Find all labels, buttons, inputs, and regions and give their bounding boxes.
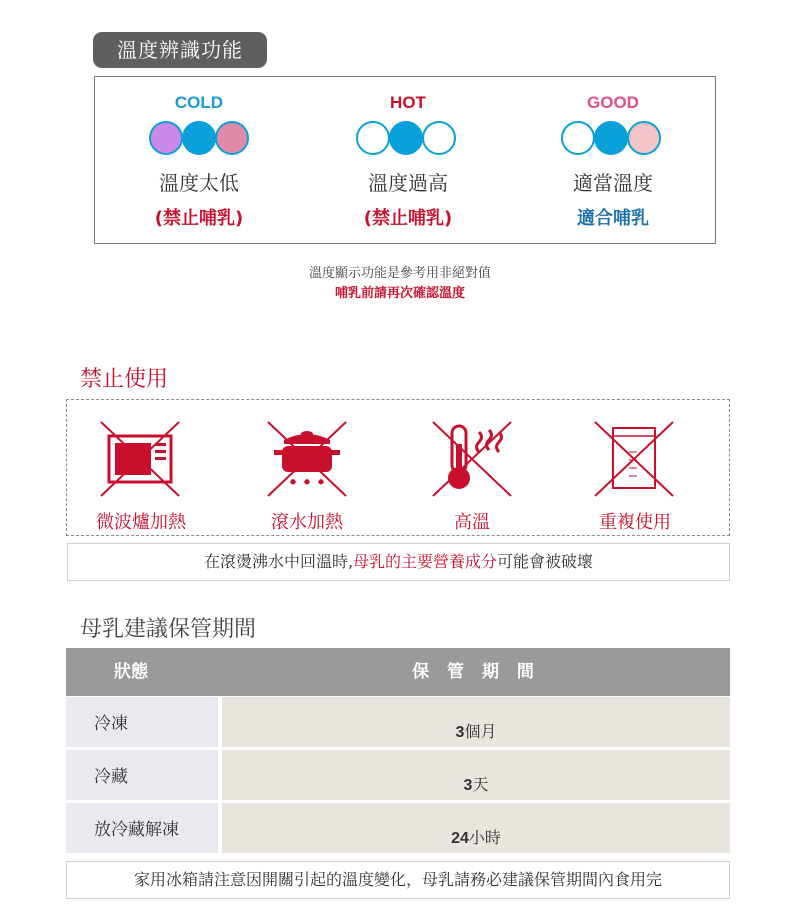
milk-bag-icon — [589, 418, 679, 502]
good-dot-right — [627, 121, 661, 155]
prohibited-label-microwave: 微波爐加熱 — [96, 512, 186, 533]
cold-dot-left — [149, 121, 183, 155]
cold-label: COLD — [174, 93, 224, 112]
hot-description: 溫度過高 — [368, 171, 448, 195]
good-dot-center — [594, 121, 628, 155]
hot-dot-center — [389, 121, 423, 155]
thermometer-icon — [427, 418, 517, 502]
row-period-thawed: 24小時 — [451, 828, 501, 847]
cold-dot-right — [215, 121, 249, 155]
prohibited-label-high-temp: 高溫 — [454, 512, 490, 533]
temperature-function-title: 溫度辨識功能 — [93, 32, 267, 68]
row-period-fridge: 3天 — [463, 775, 489, 794]
temp-column-cold — [99, 77, 299, 230]
disclaimer-reference: 溫度顯示功能是參考用非絕對值 — [308, 266, 491, 281]
good-indicator-dots — [513, 121, 713, 161]
cold-dot-center — [182, 121, 216, 155]
prohibited-label-boiling: 滾水加熱 — [271, 512, 343, 533]
row-state-thawed: 放冷藏解凍 — [94, 820, 179, 840]
table-row-period — [222, 697, 730, 747]
boiling-pot-icon — [262, 418, 352, 502]
good-dot-left — [561, 121, 595, 155]
prohibited-title: 禁止使用 — [80, 367, 169, 392]
microwave-icon — [95, 418, 185, 502]
row-period-frozen: 3個月 — [455, 722, 497, 741]
good-description: 適當溫度 — [573, 171, 653, 195]
row-state-fridge: 冷藏 — [94, 767, 128, 787]
disclaimer-check-temperature: 哺乳前請再次確認溫度 — [334, 286, 465, 301]
hot-dot-left — [356, 121, 390, 155]
storage-footer-note: 家用冰箱請注意因開關引起的溫度變化，母乳請務必建議保管期間內食用完 — [66, 861, 730, 899]
prohibited-label-reuse: 重複使用 — [599, 512, 671, 533]
table-row-state — [66, 750, 218, 800]
warning-suffix: 可能會被破壞 — [497, 552, 594, 571]
temperature-indicator-panel — [94, 76, 716, 244]
storage-table-header — [66, 648, 730, 696]
table-row-period — [222, 803, 730, 853]
warning-highlight: 母乳的主要營養成分 — [353, 552, 498, 571]
table-row-state — [66, 803, 218, 853]
good-label: GOOD — [587, 93, 639, 112]
good-note: 適合哺乳 — [577, 208, 649, 229]
hot-dot-right — [422, 121, 456, 155]
boiling-warning — [67, 543, 730, 581]
header-state: 狀態 — [114, 662, 148, 682]
prohibited-panel — [66, 399, 730, 536]
header-period: 保 管 期 間 — [412, 662, 540, 682]
table-row-state — [66, 697, 218, 747]
temp-column-hot — [308, 77, 508, 230]
warning-prefix: 在滾燙沸水中回溫時, — [203, 552, 354, 571]
table-row-period — [222, 750, 730, 800]
cold-note: (禁止哺乳) — [154, 208, 244, 229]
cold-indicator-dots — [99, 121, 299, 161]
hot-indicator-dots — [308, 121, 508, 161]
storage-title: 母乳建議保管期間 — [80, 617, 257, 642]
cold-description: 溫度太低 — [159, 171, 239, 195]
temp-column-good — [513, 77, 713, 230]
hot-label: HOT — [390, 93, 426, 112]
hot-note: (禁止哺乳) — [363, 208, 453, 229]
row-state-frozen: 冷凍 — [94, 714, 128, 734]
